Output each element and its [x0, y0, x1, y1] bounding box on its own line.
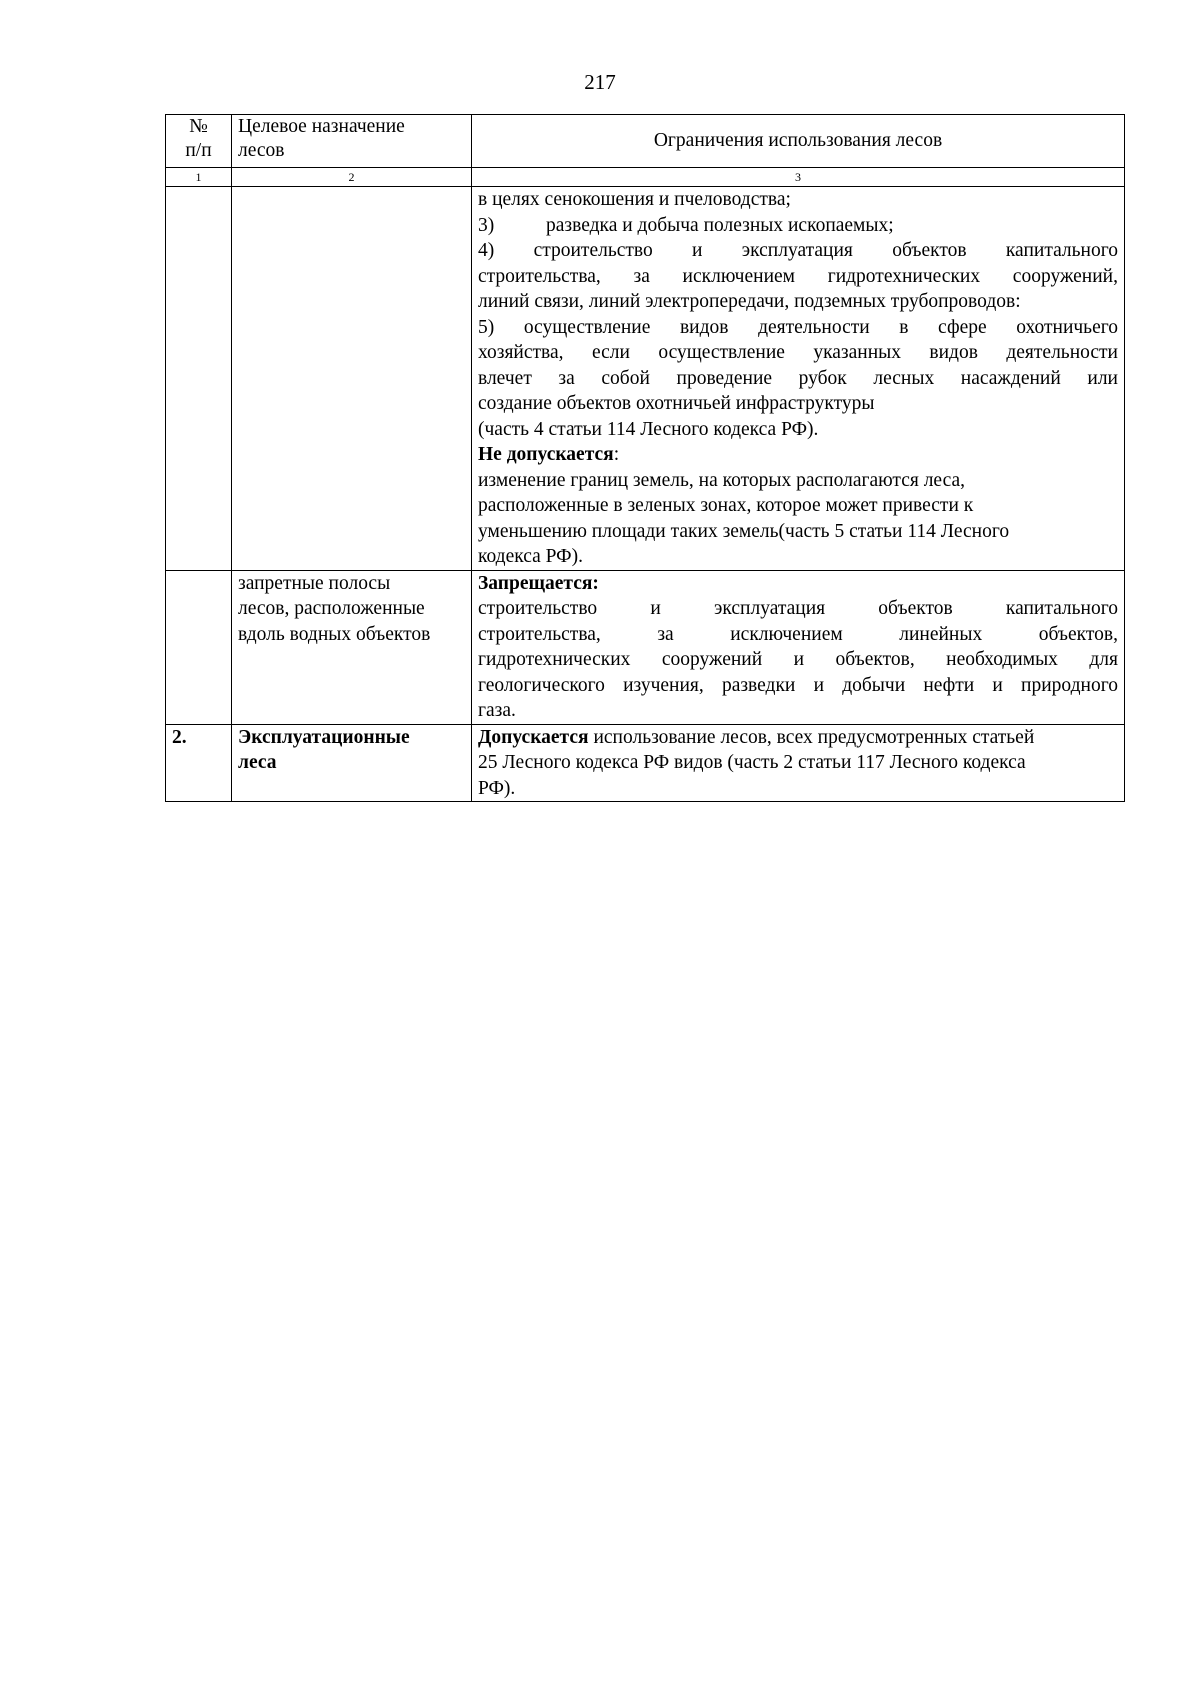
text-line: строительство и эксплуатация объектов капитального [478, 598, 1118, 619]
row-continuation-restrictions-cell [472, 187, 1125, 571]
not-allowed-heading-line [478, 442, 1118, 468]
text-line: кодекса РФ). [478, 546, 583, 567]
row-water-restrictions-cell [472, 570, 1125, 724]
purpose-line: вдоль водных объектов [238, 623, 431, 645]
text-line: РФ). [478, 777, 516, 799]
restrictions-table [165, 114, 1125, 802]
table-row-continuation [166, 187, 1125, 571]
allowed-text: использование лесов, всех предусмотренных статьей [588, 726, 1035, 748]
prohibited-heading: Запрещается: [478, 572, 599, 594]
column-numbering-row [166, 168, 1125, 187]
text-line: хозяйства, если осуществление указанных видов деятельности [478, 342, 1118, 363]
table-header-row [166, 115, 1125, 168]
row-2-restrictions-cell [472, 724, 1125, 802]
row-continuation-number-cell [166, 187, 232, 571]
text-line: 25 Лесного кодекса РФ видов (часть 2 статьи 117 Лесного кодекса [478, 752, 1026, 773]
text-line: линий связи, линий электропередачи, подземных трубопроводов: [478, 291, 1021, 312]
row-water-purpose-cell [232, 570, 472, 724]
text-line: газа. [478, 700, 516, 721]
header-purpose-line-1: Целевое назначение [238, 116, 405, 137]
text-line: геологического изучения, разведки и добычи нефти и природного [478, 674, 1118, 696]
row-water-number-cell [166, 570, 232, 724]
column-number-1: 1 [166, 168, 232, 187]
table-row-2 [166, 724, 1125, 802]
purpose-line: Эксплуатационные [238, 726, 410, 748]
header-number-abbr: п/п [185, 140, 212, 161]
header-number-symbol: № [189, 116, 208, 137]
purpose-line: леса [238, 752, 277, 773]
text-line: создание объектов охотничьей инфраструктуры [478, 393, 875, 414]
column-number-2: 2 [232, 168, 472, 187]
text-line: 5) осуществление видов деятельности в сфере охотничьего [478, 316, 1118, 338]
allowed-line [478, 725, 1118, 751]
text-line: изменение границ земель, на которых располагаются леса, [478, 469, 965, 491]
purpose-line: запретные полосы [238, 572, 391, 594]
item-number: 3) [478, 214, 495, 236]
column-number-3: 3 [472, 168, 1125, 187]
text-line: влечет за собой проведение рубок лесных насаждений или [478, 367, 1118, 389]
purpose-line: лесов, расположенные [238, 598, 425, 619]
text-line: 4) строительство и эксплуатация объектов капитального [478, 240, 1118, 261]
heading-colon: : [613, 444, 620, 465]
text-line: строительства, за исключением линейных объектов, [478, 623, 1118, 645]
header-restrictions-cell: Ограничения использования лесов [472, 115, 1125, 168]
text-line: в целях сенокошения и пчеловодства; [478, 189, 791, 210]
header-number-cell [166, 115, 232, 168]
text-line: строительства, за исключением гидротехнических сооружений, [478, 265, 1118, 287]
text-line: гидротехнических сооружений и объектов, необходимых для [478, 649, 1118, 670]
header-purpose-line-2: лесов [238, 140, 285, 161]
text-line: уменьшению площади таких земель(часть 5 статьи 114 Лесного [478, 520, 1010, 542]
text-line: расположенные в зеленых зонах, которое может привести к [478, 495, 974, 516]
row-2-purpose-cell [232, 724, 472, 802]
row-2-number-cell: 2. [166, 724, 232, 802]
row-continuation-purpose-cell [232, 187, 472, 571]
header-purpose-cell [232, 115, 472, 168]
item-text: разведка и добыча полезных ископаемых; [546, 214, 894, 236]
text-line: (часть 4 статьи 114 Лесного кодекса РФ). [478, 418, 819, 440]
table-row-water-protection [166, 570, 1125, 724]
not-allowed-heading: Не допускается [478, 444, 614, 465]
text-line-item-3 [478, 213, 1118, 239]
allowed-heading: Допускается [478, 726, 589, 748]
page-number: 217 [584, 70, 616, 94]
